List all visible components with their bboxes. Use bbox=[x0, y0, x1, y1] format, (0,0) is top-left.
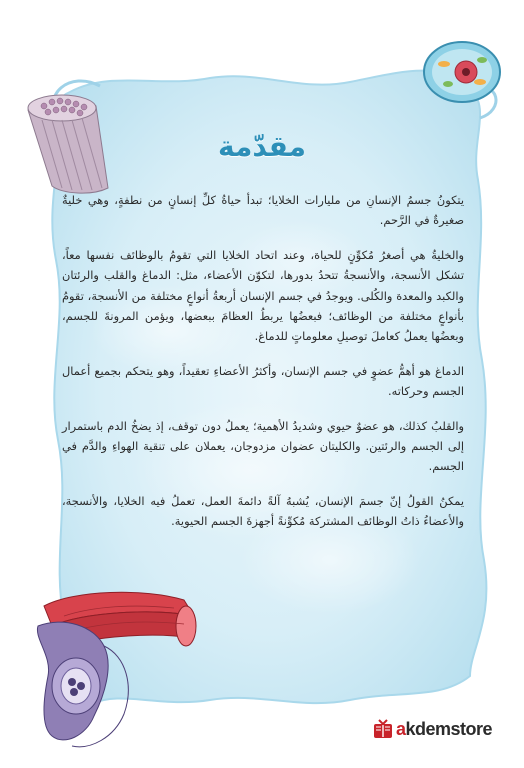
brand-name-rest: kdemstore bbox=[405, 718, 493, 739]
brand-name-prefix: a bbox=[396, 718, 406, 739]
paragraph-5: يمكنُ القولُ إنّ جسمَ الإنسان، يُشبهُ آلةً دائمةَ العمل، تعملُ فيه الخلايا، والأنسجة، والأعضاءُ ذاتُ الوظائف المشتركة مُكوِّنةً أجهزةَ الجسم الحيوية. bbox=[62, 493, 464, 529]
cell-illustration bbox=[420, 36, 504, 106]
brand-logo[interactable] bbox=[372, 717, 498, 741]
body-text bbox=[62, 190, 464, 546]
book-icon bbox=[372, 718, 394, 740]
blood-vessel-illustration bbox=[34, 586, 200, 754]
paragraph-4: والقلبُ كذلك، هو عضوٌ حيوي وشديدُ الأهمية؛ يعملُ دون توقف، إذ يضخُ الدم باستمرار إلى الجسم والرئتين. والكليتان عضوان مزدوجان، يعملان على تنقية الهواءِ والدَّم في الجسم. bbox=[62, 418, 464, 474]
page-title: مقدّمة bbox=[218, 130, 306, 163]
paragraph-3: الدماغ هو أهمُّ عضوٍ في جسم الإنسان، وأكثرُ الأعضاءِ تعقيداً، وهو يتحكم بجميع أعمال الجسم وحركاته. bbox=[62, 363, 464, 399]
paragraph-1: يتكونُ جسمُ الإنسانِ من مليارات الخلايا؛ تبدأ حياةُ كلِّ إنسانٍ من نطفةٍ، وهي خليةٌ صغيرةٌ في الرَّحم. bbox=[62, 193, 464, 228]
brand-name bbox=[396, 719, 492, 740]
paragraph-2: والخليةُ هي أصغرُ مُكوِّنٍ للحياة، وعند اتحاد الخلايا التي تقومُ بالوظائف نفسها معاً، تشكل الأنسجة، والأنسجةُ تتحدُ بدورها، لتكوّن الأعضاء، مثل: الدماغ والقلب والرئتان والكبد والمعدة والكُلى. ويوجدُ في جسم الإنسان أربعةُ أنواعٍ مختلفة من الأنسجة، تقومُ بأنواعٍ مختلفة من الوظائف؛ فبعضُها يربطُ العظامَ ببعضها، ويؤمن المرونةَ للجسم، وبعضُها يعملُ كعاملَ توصيلِ معلوماتٍ للدماغ. bbox=[62, 247, 464, 344]
